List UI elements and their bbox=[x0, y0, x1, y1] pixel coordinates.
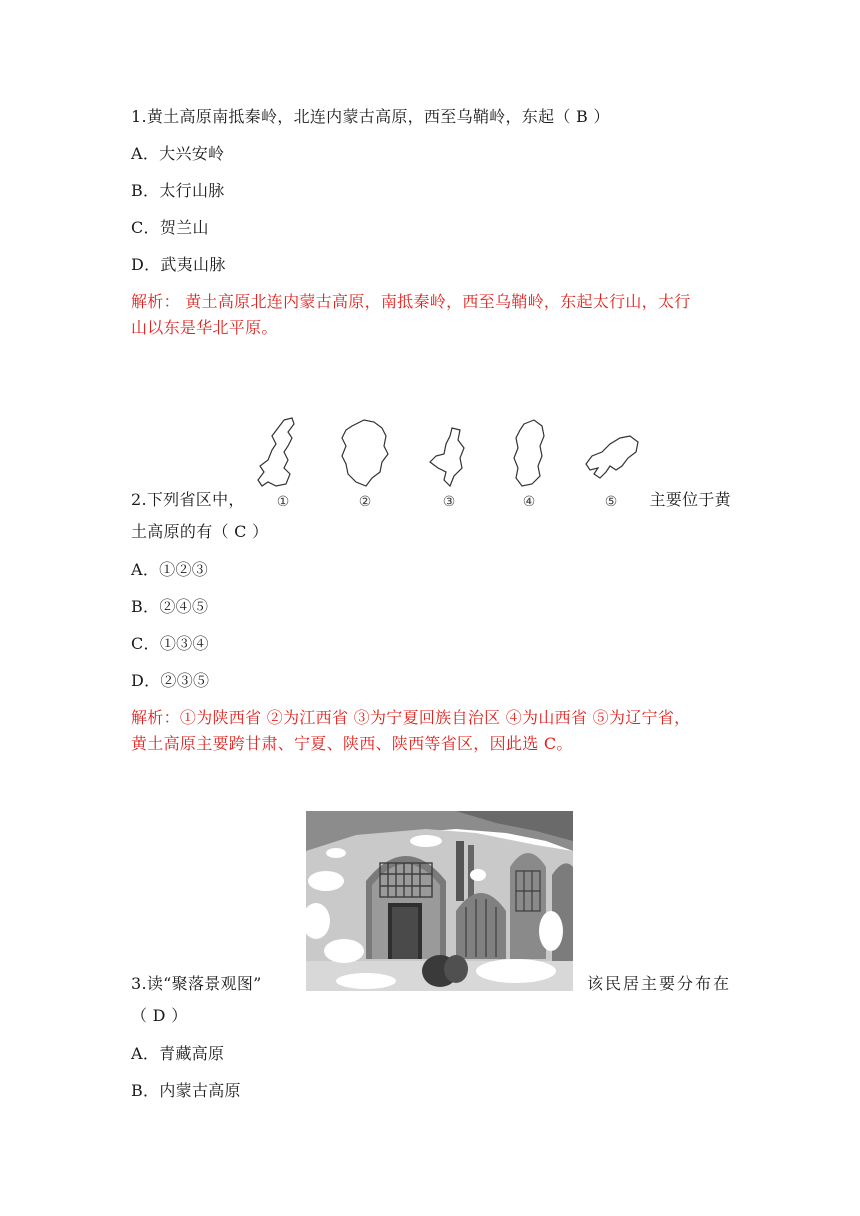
q3-stem-line2: （ D ） bbox=[131, 1006, 188, 1025]
q2-option-b: B．②④⑤ bbox=[131, 597, 209, 616]
q2-stem-line2: 土高原的有（ C ） bbox=[131, 522, 269, 541]
q2-analysis-line2: 黄土高原主要跨甘肃、宁夏、陕西、陕西等省区，因此选 C。 bbox=[131, 734, 573, 753]
settlement-landscape-photo bbox=[306, 811, 573, 991]
province-map-label-2: ② bbox=[358, 494, 372, 510]
q1-analysis-line2: 山以东是华北平原。 bbox=[131, 318, 278, 337]
q2-analysis-line1: 解析：①为陕西省 ②为江西省 ③为宁夏回族自治区 ④为山西省 ⑤为辽宁省， bbox=[131, 708, 691, 727]
q1-option-c: C．贺兰山 bbox=[131, 218, 209, 237]
ningxia-outline-icon bbox=[414, 414, 484, 490]
liaoning-outline-icon bbox=[576, 414, 646, 490]
province-map-label-5: ⑤ bbox=[604, 494, 618, 510]
q3-stem-end: 该民居主要分布在 bbox=[586, 974, 731, 993]
shaanxi-outline-icon bbox=[248, 414, 318, 490]
jiangxi-outline-icon bbox=[330, 414, 400, 490]
province-map-label-3: ③ bbox=[442, 494, 456, 510]
q2-stem-line1 bbox=[131, 490, 731, 510]
q3-stem-line1 bbox=[131, 974, 731, 994]
cave-dwelling-image-icon bbox=[306, 811, 573, 991]
q1-analysis-line1: 解析： 黄土高原北连内蒙古高原，南抵秦岭，西至乌鞘岭，东起太行山，太行 bbox=[131, 292, 691, 311]
q2-stem-end: 主要位于黄 bbox=[649, 490, 731, 509]
q2-option-c: C．①③④ bbox=[131, 634, 209, 653]
q1-option-b: B．太行山脉 bbox=[131, 181, 225, 200]
q2-option-a: A．①②③ bbox=[131, 560, 209, 579]
q3-option-b: B．内蒙古高原 bbox=[131, 1081, 241, 1100]
q1-option-d: D．武夷山脉 bbox=[131, 255, 226, 274]
q1-option-a: A．大兴安岭 bbox=[131, 144, 225, 163]
q1-stem: 1.黄土高原南抵秦岭，北连内蒙古高原，西至乌鞘岭，东起（ B ） bbox=[131, 107, 610, 126]
q2-option-d: D．②③⑤ bbox=[131, 671, 210, 690]
province-map-label-1: ① bbox=[276, 494, 290, 510]
q3-stem-start: 3.读“聚落景观图” bbox=[131, 974, 262, 993]
shanxi-outline-icon bbox=[494, 414, 564, 490]
q3-option-a: A．青藏高原 bbox=[131, 1044, 225, 1063]
q2-stem-start: 2.下列省区中， bbox=[131, 490, 245, 509]
province-map-label-4: ④ bbox=[522, 494, 536, 510]
